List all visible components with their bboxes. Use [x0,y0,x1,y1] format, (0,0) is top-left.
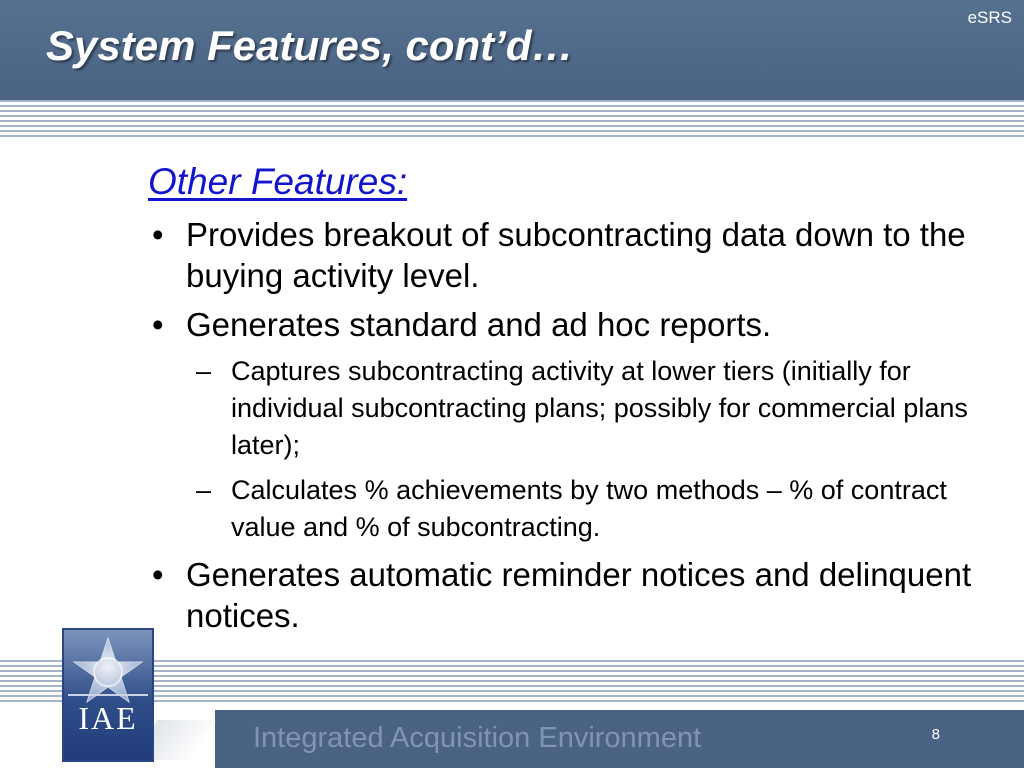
slide-header [0,0,1024,100]
bullet-item [148,304,978,345]
bullet-text: Provides breakout of subcontracting data down to the buying activity level. [186,216,966,294]
bullet-mark: • [152,556,164,593]
sub-bullet-mark: – [196,356,212,386]
iae-logo [62,628,154,762]
slide-title: System Features, cont’d… [46,22,574,69]
sub-bullet-text: Captures subcontracting activity at lower tiers (initially for individual subcontracting plans; possibly for commercial plans later); [231,356,968,460]
bullet-item [148,554,978,636]
bullet-mark: • [152,216,164,253]
sub-bullet-item [148,353,978,464]
header-tag: eSRS [967,8,1012,27]
page-number: 8 [931,726,940,743]
sub-bullet-text: Calculates % achievements by two methods – % of contract value and % of subcontracting. [231,475,947,542]
sub-bullet-mark: – [196,475,212,505]
logo-stripe [68,694,148,696]
header-stripe-band [0,100,1024,140]
sub-bullet-item [148,472,978,546]
bullet-mark: • [152,306,164,343]
footer-text: Integrated Acquisition Environment [253,722,702,754]
logo-text: IAE [78,700,138,736]
bullet-text: Generates standard and ad hoc reports. [186,306,772,343]
slide-footer [215,710,1024,768]
bullet-item [148,214,978,296]
bullet-text: Generates automatic reminder notices and delinquent notices. [186,556,972,634]
slide-content [148,160,978,644]
section-heading: Other Features: [148,161,408,202]
